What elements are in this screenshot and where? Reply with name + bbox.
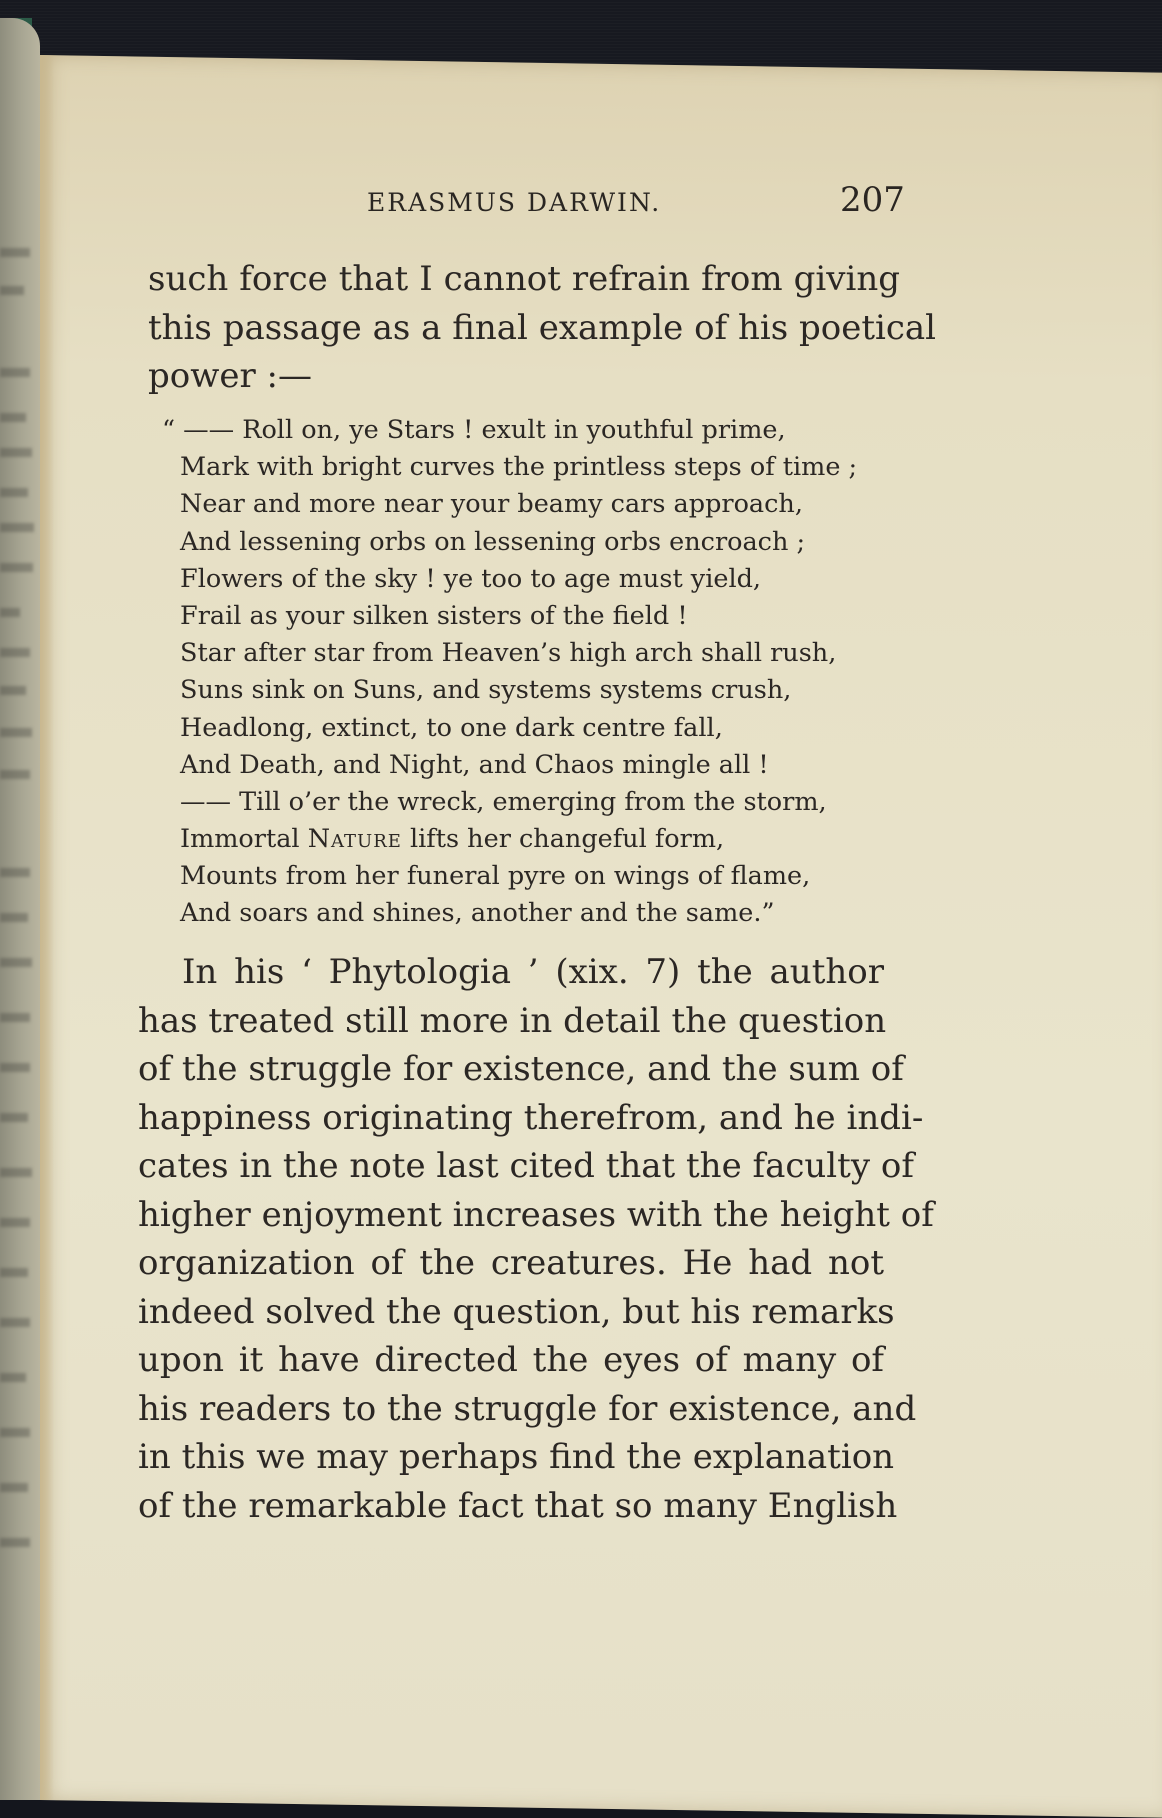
verse-line: And soars and shines, another and the same.”: [180, 898, 775, 929]
verse-line: Star after star from Heaven’s high arch shall rush,: [180, 638, 837, 669]
text-line: of the remarkable fact that so many English: [138, 1485, 898, 1526]
body-paragraph: [138, 948, 934, 1530]
text-line: organization of the creatures. He had not: [138, 1243, 884, 1283]
text-line: this passage as a final example of his poetical: [148, 307, 937, 348]
verse-line: And Death, and Night, and Chaos mingle all !: [180, 749, 769, 780]
text-line: of the struggle for existence, and the sum of: [138, 1049, 904, 1089]
text-line: happiness originating therefrom, and he indi-: [138, 1097, 924, 1138]
text-line: cates in the note last cited that the faculty of: [138, 1146, 914, 1186]
verse-line: Suns sink on Suns, and systems systems crush,: [180, 675, 792, 706]
verse-line: Mark with bright curves the printless steps of time ;: [180, 452, 858, 483]
verse-line: Near and more near your beamy cars approach,: [180, 489, 803, 520]
verse-text: lifts her changeful form,: [401, 824, 725, 855]
page-gutter-shadow: [40, 55, 54, 1800]
text-line: such force that I cannot refrain from giving: [148, 259, 900, 299]
verse-line: “ —— Roll on, ye Stars ! exult in youthful prime,: [162, 415, 786, 445]
verse-line: —— Till o’er the wreck, emerging from the storm,: [180, 786, 827, 817]
text-line: higher enjoyment increases with the height of: [138, 1194, 934, 1235]
verse-line: Headlong, extinct, to one dark centre fall,: [180, 712, 723, 743]
text-line: indeed solved the question, but his remarks: [138, 1291, 895, 1332]
verse-line: Mounts from her funeral pyre on wings of flame,: [180, 861, 811, 892]
verse-line: And lessening orbs on lessening orbs encroach ;: [180, 526, 806, 557]
verse-line: [180, 821, 857, 858]
text-line: in this we may perhaps find the explanation: [138, 1437, 895, 1477]
poem-quotation: [162, 412, 858, 933]
verse-line: Frail as your silken sisters of the field !: [180, 600, 688, 631]
facing-page-edge: [0, 18, 40, 1800]
nature-smallcaps: Nature: [307, 824, 402, 855]
running-head: ERASMUS DARWIN.: [367, 188, 662, 217]
page-number: 207: [840, 180, 905, 220]
text-line: his readers to the struggle for existence, and: [138, 1388, 917, 1429]
text-line: In his ‘ Phytologia ’ (xix. 7) the author: [182, 952, 884, 992]
verse-line: Flowers of the sky ! ye too to age must yield,: [180, 563, 762, 594]
opening-text: [148, 255, 937, 401]
text-line: upon it have directed the eyes of many of: [138, 1340, 884, 1380]
text-line: power :—: [148, 356, 312, 396]
text-line: has treated still more in detail the question: [138, 1000, 887, 1041]
verse-text: Immortal: [180, 824, 308, 855]
